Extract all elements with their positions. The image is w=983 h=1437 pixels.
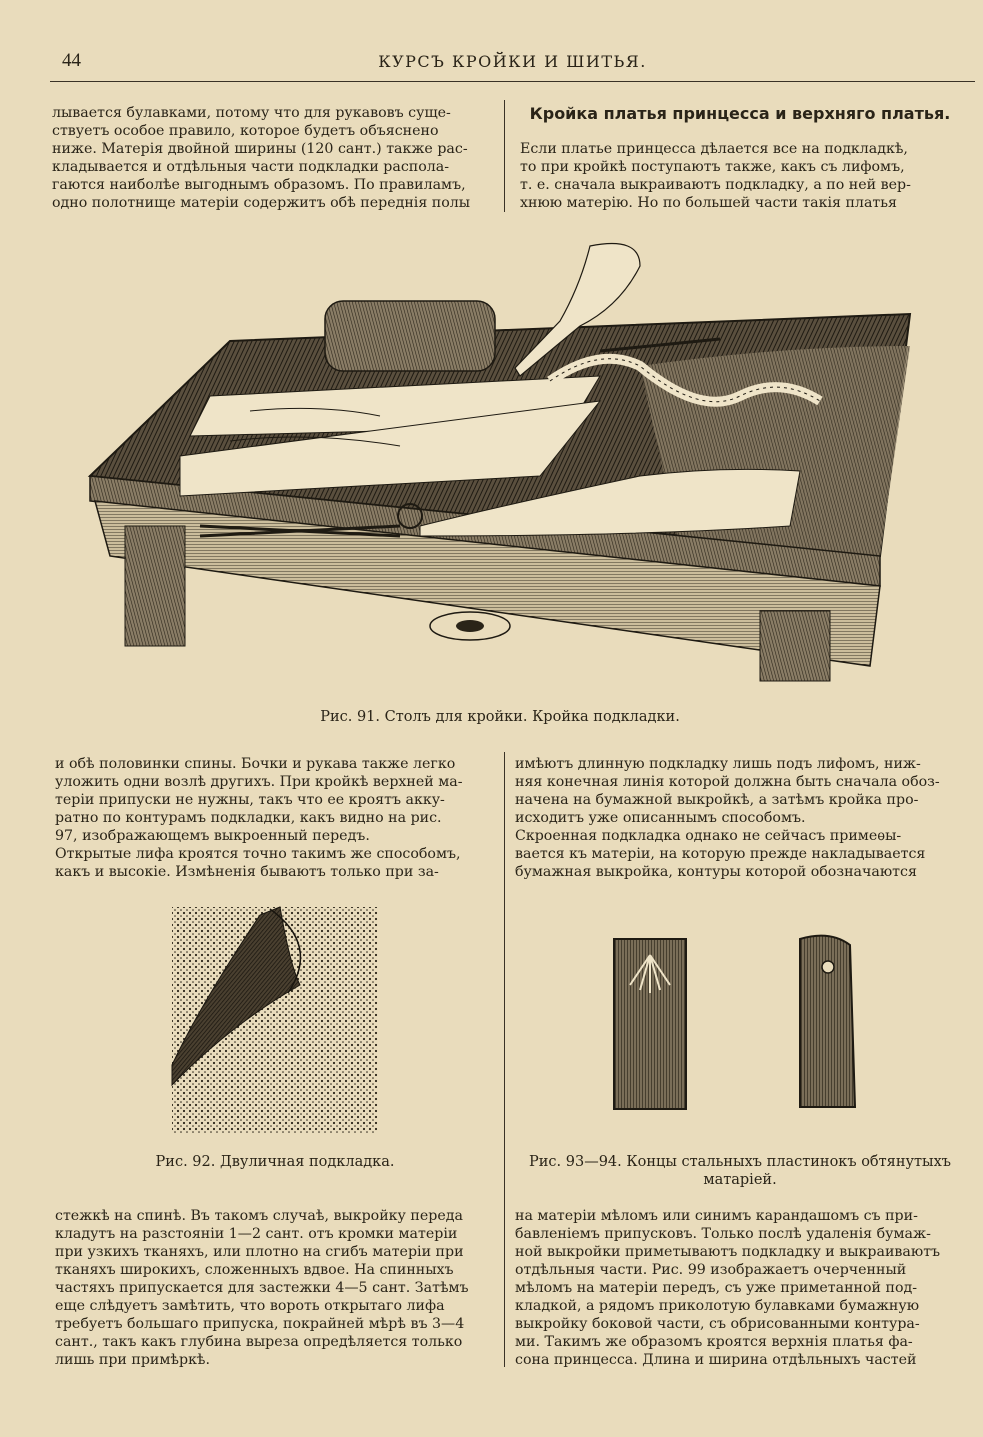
fig92-caption: Рис. 92. Двуличная подкладка. — [155, 1154, 395, 1170]
fig92-reversible-lining-illustration — [170, 905, 380, 1135]
fig93-94-caption-line2: матаріей. — [703, 1172, 777, 1188]
page-header — [50, 50, 975, 82]
bottom-right-paragraph: на матеріи мѣломъ или синимъ карандашомъ съ при- бавленіемъ припусковъ. Только послѣ удаленія бумаж- ной выкройки приметываютъ подкладку и выкраиваютъ отдѣльныя части. Рис. 99 изображаетъ очерченный мѣломъ на матеріи передъ, съ уже приметанной под- кладкой, а рядомъ приколотую булавками бумажную выкройку боковой части, съ обрисованными контура- ми. Такимъ же образомъ кроятся верхнія платья фа- сона принцесса. Длина и ширина отдѣльныхъ частей — [515, 1208, 941, 1368]
column-divider-bottom — [504, 1207, 505, 1367]
fig91-caption: Рис. 91. Столъ для кройки. Кройка подкладки. — [320, 709, 680, 725]
middle-left-paragraph: и обѣ половинки спины. Бочки и рукава также легко уложить одни возлѣ другихъ. При кройкѣ верхней ма- теріи припуски не нужны, такъ что ее кроятъ акку- ратно по контурамъ подкладки, какъ видно на рис. 97, изображающемъ выкроенный передъ. Открытые лифа кроятся точно такимъ же способомъ, какъ и высокіе. Измѣненія бываютъ только при за- — [55, 756, 463, 880]
fig93-94-caption-line1: Рис. 93—94. Концы стальныхъ пластинокъ обтянутыхъ — [529, 1154, 951, 1170]
fig91-cutting-table-illustration — [80, 226, 920, 696]
running-title: КУРСЪ КРОЙКИ И ШИТЬЯ. — [378, 52, 647, 71]
fig93-94-steel-plates-illustration — [600, 925, 870, 1115]
page-number: 44 — [62, 50, 81, 71]
column-divider-top — [504, 100, 505, 212]
middle-right-paragraph: имѣютъ длинную подкладку лишь подъ лифомъ, ниж- няя конечная линія которой должна быть сначала обоз- начена на бумажной выкройкѣ, а затѣмъ кройка про- исходитъ уже описаннымъ способомъ. Скроенная подкладка однако не сейчасъ примеѳы- вается къ матеріи, на которую прежде накладывается бумажная выкройка, контуры которой обозначаются — [515, 756, 940, 880]
bottom-left-paragraph: стежкѣ на спинѣ. Въ такомъ случаѣ, выкройку переда кладутъ на разстояніи 1—2 сант. отъ кромки матеріи при узкихъ тканяхъ, или плотно на сгибъ матеріи при тканяхъ широкихъ, сложенныхъ вдвое. На спинныхъ частяхъ припускается для застежки 4—5 сант. Затѣмъ еще слѣдуетъ замѣтить, что вороть открытаго лифа требуетъ большаго припуска, покрайней мѣрѣ въ 3—4 сант., такъ какъ глубина выреза опредѣляется только лишь при примѣркѣ. — [55, 1208, 469, 1368]
top-right-paragraph: Если платье принцесса дѣлается все на подкладкѣ, то при кройкѣ поступаютъ также, какъ съ лифомъ, т. е. сначала выкраиваютъ подкладку, а по ней вер- хнюю матерію. Но по большей части такія платья — [520, 141, 911, 211]
top-left-paragraph: лывается булавками, потому что для рукавовъ суще- ствуетъ особое правило, которое будетъ объяснено ниже. Матерія двойной ширины (120 сант.) также рас- кладывается и отдѣльныя части подкладки распола- гаются наиболѣе выгоднымъ образомъ. По правиламъ, одно полотнище матеріи содержитъ обѣ переднія полы — [52, 105, 471, 211]
column-divider-middle — [504, 752, 505, 1212]
section-heading: Кройка платья принцесса и верхняго платья. — [529, 104, 951, 123]
